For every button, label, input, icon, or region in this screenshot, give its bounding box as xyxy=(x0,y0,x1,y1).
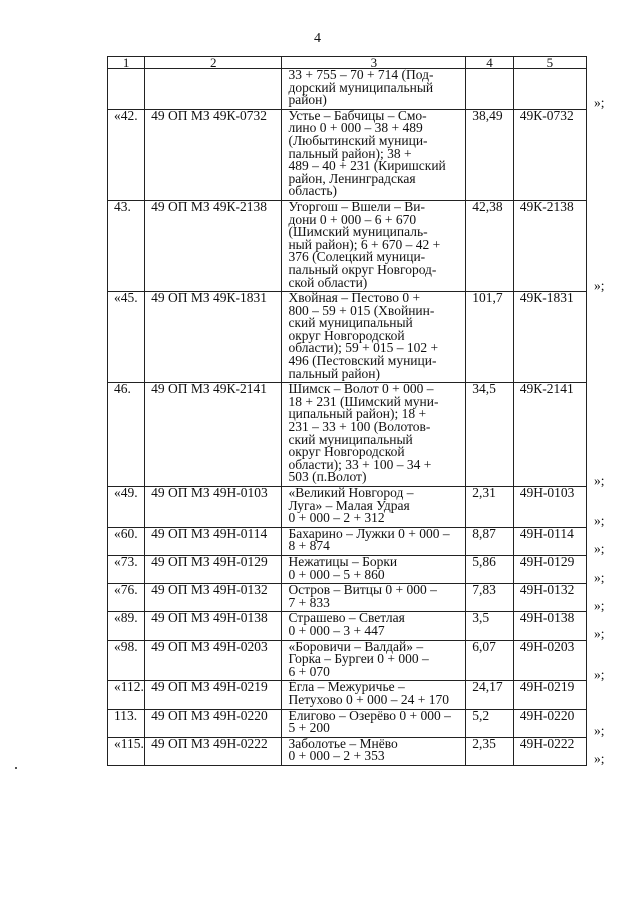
road-length: 2,31 xyxy=(466,487,513,528)
road-id: 49 ОП МЗ 49Н-0203 xyxy=(145,640,282,681)
row-number: 43. xyxy=(108,200,145,291)
road-id: 49 ОП МЗ 49Н-0129 xyxy=(145,555,282,583)
row-suffix: »; xyxy=(594,666,605,682)
road-code: 49К-2138 xyxy=(513,200,586,291)
road-id xyxy=(145,69,282,110)
road-length: 24,17 xyxy=(466,681,513,709)
table-row xyxy=(108,109,587,200)
road-length: 38,49 xyxy=(466,109,513,200)
road-description: Нежатицы – Борки 0 + 000 – 5 + 860 xyxy=(282,555,466,583)
road-length: 42,38 xyxy=(466,200,513,291)
row-suffix: »; xyxy=(594,472,605,488)
column-header: 4 xyxy=(466,57,513,69)
road-length: 3,5 xyxy=(466,612,513,640)
road-description: «Боровичи – Валдай» – Горка – Бургеи 0 + 000 – 6 + 070 xyxy=(282,640,466,681)
row-suffix: »; xyxy=(594,277,605,293)
road-code: 49Н-0222 xyxy=(513,737,586,765)
row-suffix: »; xyxy=(594,723,605,739)
row-number xyxy=(108,69,145,110)
row-suffix: »; xyxy=(594,569,605,585)
road-code: 49Н-0219 xyxy=(513,681,586,709)
table-row xyxy=(108,200,587,291)
road-length: 7,83 xyxy=(466,584,513,612)
road-code: 49Н-0220 xyxy=(513,709,586,737)
road-description: Заболотье – Мнёво 0 + 000 – 2 + 353 xyxy=(282,737,466,765)
road-description: Ёгла – Межуричье – Петухово 0 + 000 – 24 + 170 xyxy=(282,681,466,709)
road-table xyxy=(107,56,587,766)
row-suffix: »; xyxy=(594,95,605,111)
road-length: 5,2 xyxy=(466,709,513,737)
road-id: 49 ОП МЗ 49Н-0219 xyxy=(145,681,282,709)
road-code: 49Н-0103 xyxy=(513,487,586,528)
table-row xyxy=(108,681,587,709)
row-number: «45. xyxy=(108,292,145,383)
row-number: «98. xyxy=(108,640,145,681)
table-row xyxy=(108,709,587,737)
table-row xyxy=(108,527,587,555)
road-description: «Великий Новгород – Луга» – Малая Удрая 0 + 000 – 2 + 312 xyxy=(282,487,466,528)
road-length: 101,7 xyxy=(466,292,513,383)
road-code: 49Н-0114 xyxy=(513,527,586,555)
row-suffix: »; xyxy=(594,626,605,642)
table-row xyxy=(108,640,587,681)
road-id: 49 ОП МЗ 49К-2138 xyxy=(145,200,282,291)
column-header: 3 xyxy=(282,57,466,69)
column-header: 2 xyxy=(145,57,282,69)
road-description: Устье – Бабчицы – Смо- лино 0 + 000 – 38 + 489 (Любытинский муници- пальный район); 38 + 489 – 40 + 231 (Киришский район, Ленинградская область) xyxy=(282,109,466,200)
road-length: 6,07 xyxy=(466,640,513,681)
road-description: Страшево – Светлая 0 + 000 – 3 + 447 xyxy=(282,612,466,640)
table-row xyxy=(108,555,587,583)
road-length: 8,87 xyxy=(466,527,513,555)
column-header: 5 xyxy=(513,57,586,69)
road-id: 49 ОП МЗ 49К-1831 xyxy=(145,292,282,383)
road-length: 34,5 xyxy=(466,383,513,487)
road-description: Хвойная – Пестово 0 + 800 – 59 + 015 (Хвойнин- ский муниципальный округ Новгородской области); 59 + 015 – 102 + 496 (Пестовский муници- пальный район) xyxy=(282,292,466,383)
road-length: 5,86 xyxy=(466,555,513,583)
table-row xyxy=(108,383,587,487)
row-number: «49. xyxy=(108,487,145,528)
row-suffix: »; xyxy=(594,597,605,613)
road-id: 49 ОП МЗ 49Н-0103 xyxy=(145,487,282,528)
road-length xyxy=(466,69,513,110)
road-description: Елигово – Озерёво 0 + 000 – 5 + 200 xyxy=(282,709,466,737)
road-id: 49 ОП МЗ 49Н-0220 xyxy=(145,709,282,737)
road-id: 49 ОП МЗ 49Н-0132 xyxy=(145,584,282,612)
row-suffix: »; xyxy=(594,751,605,767)
table-row xyxy=(108,292,587,383)
row-number: «115. xyxy=(108,737,145,765)
row-number: 113. xyxy=(108,709,145,737)
road-code: 49К-2141 xyxy=(513,383,586,487)
row-number: «112. xyxy=(108,681,145,709)
table-row xyxy=(108,69,587,110)
road-description: Бахарино – Лужки 0 + 000 – 8 + 874 xyxy=(282,527,466,555)
column-header: 1 xyxy=(108,57,145,69)
road-code: 49Н-0138 xyxy=(513,612,586,640)
row-number: «89. xyxy=(108,612,145,640)
road-code xyxy=(513,69,586,110)
table-row xyxy=(108,737,587,765)
road-description: Остров – Витцы 0 + 000 – 7 + 833 xyxy=(282,584,466,612)
row-suffix: »; xyxy=(594,513,605,529)
road-length: 2,35 xyxy=(466,737,513,765)
table-row xyxy=(108,612,587,640)
row-suffix: »; xyxy=(594,541,605,557)
road-code: 49Н-0132 xyxy=(513,584,586,612)
road-id: 49 ОП МЗ 49Н-0114 xyxy=(145,527,282,555)
road-description: Угоргош – Вшели – Ви- дони 0 + 000 – 6 + 670 (Шимский муниципаль- ный район); 6 + 670 – 42 + 376 (Солецкий муници- пальный округ Новгород- ской области) xyxy=(282,200,466,291)
row-number: «76. xyxy=(108,584,145,612)
road-description: Шимск – Волот 0 + 000 – 18 + 231 (Шимский муни- ципальный район); 18 + 231 – 33 + 100 (Волотов- ский муниципальный округ Новгородской области); 33 + 100 – 34 + 503 (п.Волот) xyxy=(282,383,466,487)
road-code: 49К-0732 xyxy=(513,109,586,200)
margin-speck xyxy=(15,767,17,769)
row-number: «42. xyxy=(108,109,145,200)
road-code: 49Н-0203 xyxy=(513,640,586,681)
road-id: 49 ОП МЗ 49К-0732 xyxy=(145,109,282,200)
road-description: 33 + 755 – 70 + 714 (Под- дорский муниципальный район) xyxy=(282,69,466,110)
row-number: «60. xyxy=(108,527,145,555)
road-id: 49 ОП МЗ 49К-2141 xyxy=(145,383,282,487)
row-number: «73. xyxy=(108,555,145,583)
road-id: 49 ОП МЗ 49Н-0222 xyxy=(145,737,282,765)
road-code: 49Н-0129 xyxy=(513,555,586,583)
table-row xyxy=(108,487,587,528)
road-id: 49 ОП МЗ 49Н-0138 xyxy=(145,612,282,640)
page-number: 4 xyxy=(314,31,321,46)
table-row xyxy=(108,584,587,612)
road-code: 49К-1831 xyxy=(513,292,586,383)
row-number: 46. xyxy=(108,383,145,487)
